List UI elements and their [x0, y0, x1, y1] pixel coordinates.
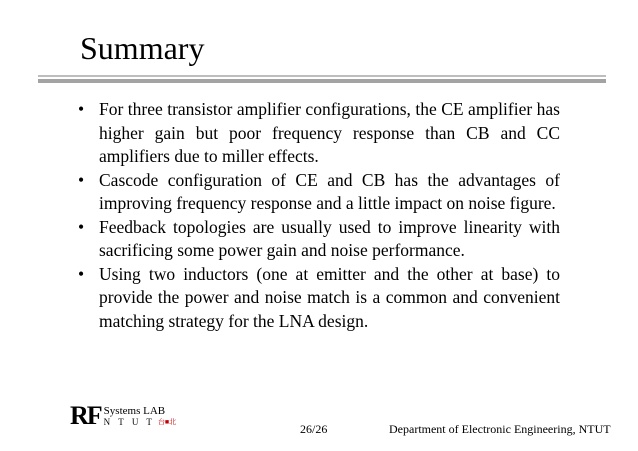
- bullet-glyph: •: [78, 263, 85, 284]
- logo-text-column: [104, 404, 177, 428]
- bullet-text: Using two inductors (one at emitter and the other at base) to provide the power and noise match is a common and convenient matching strategy for the LNA design.: [99, 263, 560, 331]
- page-number: 26/26: [300, 422, 328, 436]
- bullet-glyph: •: [78, 169, 85, 190]
- title-rule-thin: [38, 75, 606, 77]
- bullet-text: For three transistor amplifier configurations, the CE amplifier has higher gain but poor frequency response than CB and CC amplifiers due to miller effects.: [99, 99, 560, 166]
- slide-title: Summary: [80, 30, 205, 66]
- bullet-item: [78, 98, 560, 169]
- bullet-text: Feedback topologies are usually used to improve linearity with sacrificing some power gain and noise performance.: [99, 216, 560, 260]
- bullet-item: [78, 216, 560, 263]
- bullet-glyph: •: [78, 99, 85, 119]
- bullet-glyph: •: [78, 216, 85, 237]
- rf-systems-lab-logo: [70, 401, 177, 430]
- logo-mark: 台■北: [157, 418, 177, 426]
- logo-rf: RF: [70, 401, 101, 430]
- bullet-list: [78, 98, 560, 333]
- logo-ntut-row: [104, 417, 177, 428]
- bullet-item: [78, 169, 560, 216]
- department-label: Department of Electronic Engineering, NTUT: [389, 422, 611, 436]
- bullet-text: Cascode configuration of CE and CB has the advantages of improving frequency response and a little impact on noise figure.: [99, 169, 560, 213]
- bullet-item: [78, 263, 560, 334]
- logo-ntut: N T U T: [103, 417, 155, 427]
- title-rule-thick: [38, 79, 606, 83]
- logo-systems-lab: Systems LAB: [103, 405, 166, 417]
